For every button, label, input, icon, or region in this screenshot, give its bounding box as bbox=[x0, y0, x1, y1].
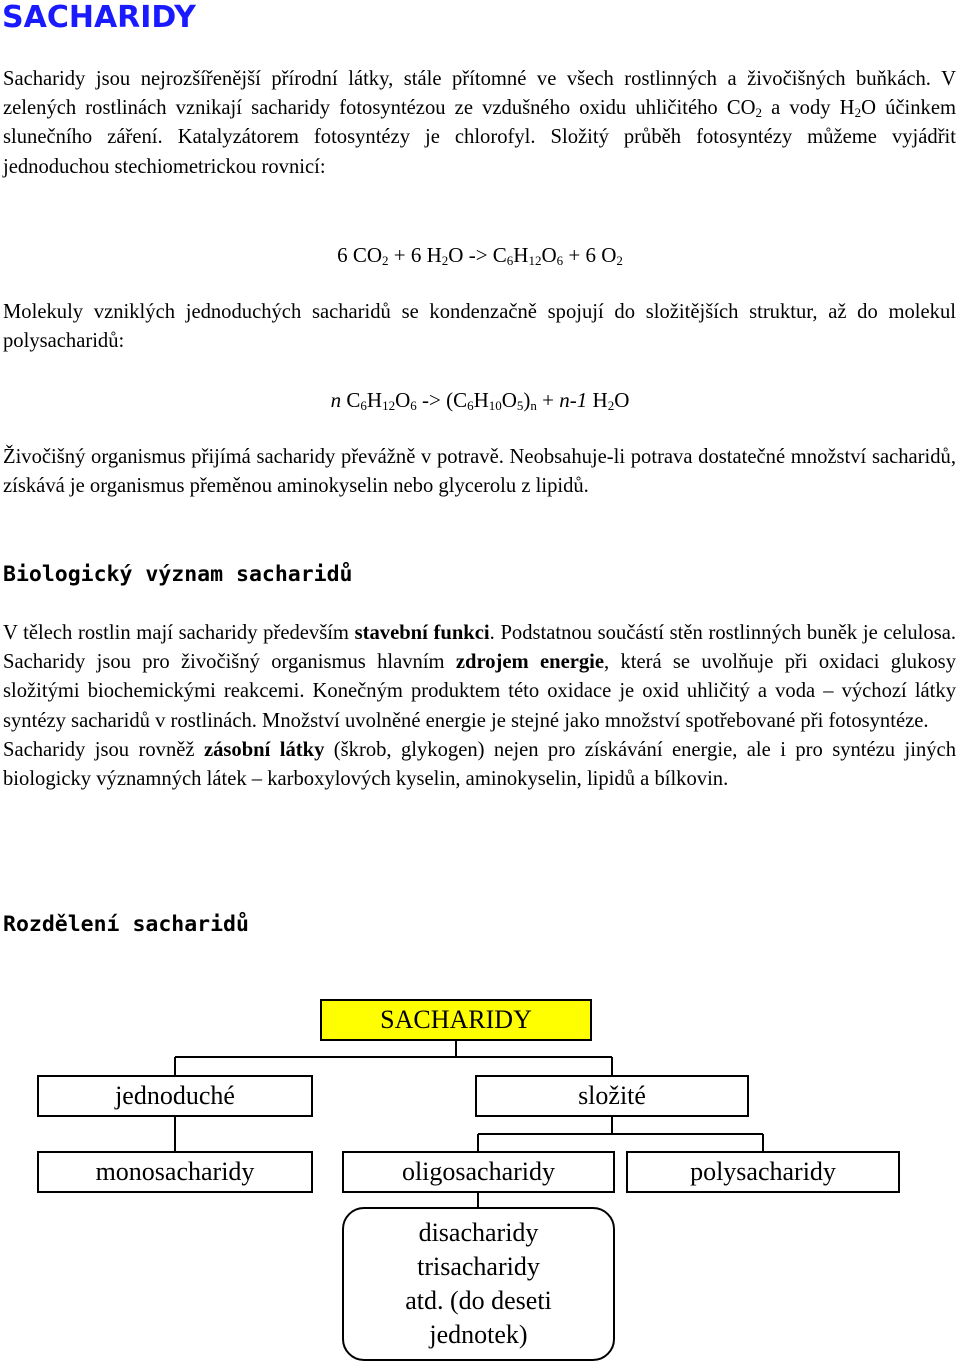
oligo-detail-line-1: disacharidy bbox=[418, 1218, 539, 1247]
oligo-detail-line-2: trisacharidy bbox=[417, 1252, 540, 1281]
animal-intake-paragraph: Živočišný organismus přijímá sacharidy převážně v potravě. Neobsahuje-li potrava dostatečné množství sacharidů, získává je organismus přeměnou aminokyselin nebo glycerolu z lipidů. bbox=[3, 446, 956, 498]
bio-text-4: Sacharidy jsou rovněž bbox=[3, 738, 204, 761]
diagram-node-polysaccharides: polysacharidy bbox=[626, 1151, 900, 1193]
intro-text-3: O účinkem slunečního záření. Katalyzátorem fotosyntézy je chlorofyl. Složitý průběh fotosyntézy můžeme vyjádřit jednoduchou stechiometrickou rovnicí: bbox=[3, 97, 956, 178]
diagram-node-monosaccharides: monosacharidy bbox=[37, 1151, 313, 1193]
intro-sub-1: 2 bbox=[755, 105, 762, 121]
oligo-detail-line-4: jednotek) bbox=[429, 1320, 528, 1349]
bio-text-3: , která se uvolňuje při oxidaci glukosy složitými biochemickými reakcemi. Konečným produktem této oxidace je oxid uhličitý a voda – výchozí látky syntézy sacharidů v rostlinách. Množství uvolněné energie je stejné jako množství spotřebované při fotosyntéze. bbox=[3, 651, 956, 732]
bio-text-2: . Podstatnou součástí stěn rostlinných buněk je celulosa. Sacharidy jsou pro živočišný organismus hlavním bbox=[3, 622, 957, 674]
diagram-node-simple: jednoduché bbox=[37, 1075, 313, 1117]
condensation-equation-text: n $C_6H_{12}O_6 -> (C_6H_{10}O_5)_n + n-1$ $H_2O$ bbox=[330, 388, 630, 413]
oligo-detail-line-3: atd. (do deseti bbox=[405, 1286, 552, 1315]
bio-text-5: (škrob, glykogen) nejen pro získávání energie, ale i pro syntézu jiných biologicky významných látek – karboxylových kyselin, aminokyselin, lipidů a bílkovin. bbox=[3, 738, 956, 791]
diagram-node-sacharidy: SACHARIDY bbox=[320, 999, 592, 1041]
diagram-node-oligosaccharides: oligosacharidy bbox=[342, 1151, 615, 1193]
section-heading-biological-significance: Biologický význam sacharidů bbox=[3, 562, 353, 587]
diagram-node-oligo-detail bbox=[342, 1207, 615, 1361]
section-heading-classification: Rozdělení sacharidů bbox=[3, 912, 249, 937]
photosynthesis-equation-text: 6 $CO_2 + 6$ $H_2O -> C_6H_{12}O_6 + 6$ $O_2$ bbox=[337, 243, 623, 268]
diagram-node-complex: složité bbox=[475, 1075, 749, 1117]
intro-text-2: a vody H bbox=[761, 97, 855, 120]
bio-text-1: V tělech rostlin mají sacharidy především bbox=[3, 622, 355, 644]
condensation-paragraph: Molekuly vzniklých jednoduchých sacharidů se kondenzačně spojují do složitějších struktur, až do molekul polysacharidů: bbox=[3, 301, 956, 353]
bio-bold-storage: zásobní látky bbox=[203, 738, 325, 761]
intro-text-1: Sacharidy jsou nejrozšířenější přírodní látky, stále přítomné ve všech rostlinných a živočišných buňkách. V zelených rostlinách vznikají sacharidy fotosyntézou ze vzdušného oxidu uhličitého CO bbox=[3, 68, 956, 120]
bio-bold-structural: stavební funkci bbox=[354, 622, 490, 644]
page-title: SACHARIDY bbox=[2, 0, 196, 35]
intro-sub-2: 2 bbox=[854, 105, 862, 121]
bio-bold-energy: zdrojem energie bbox=[455, 651, 605, 674]
